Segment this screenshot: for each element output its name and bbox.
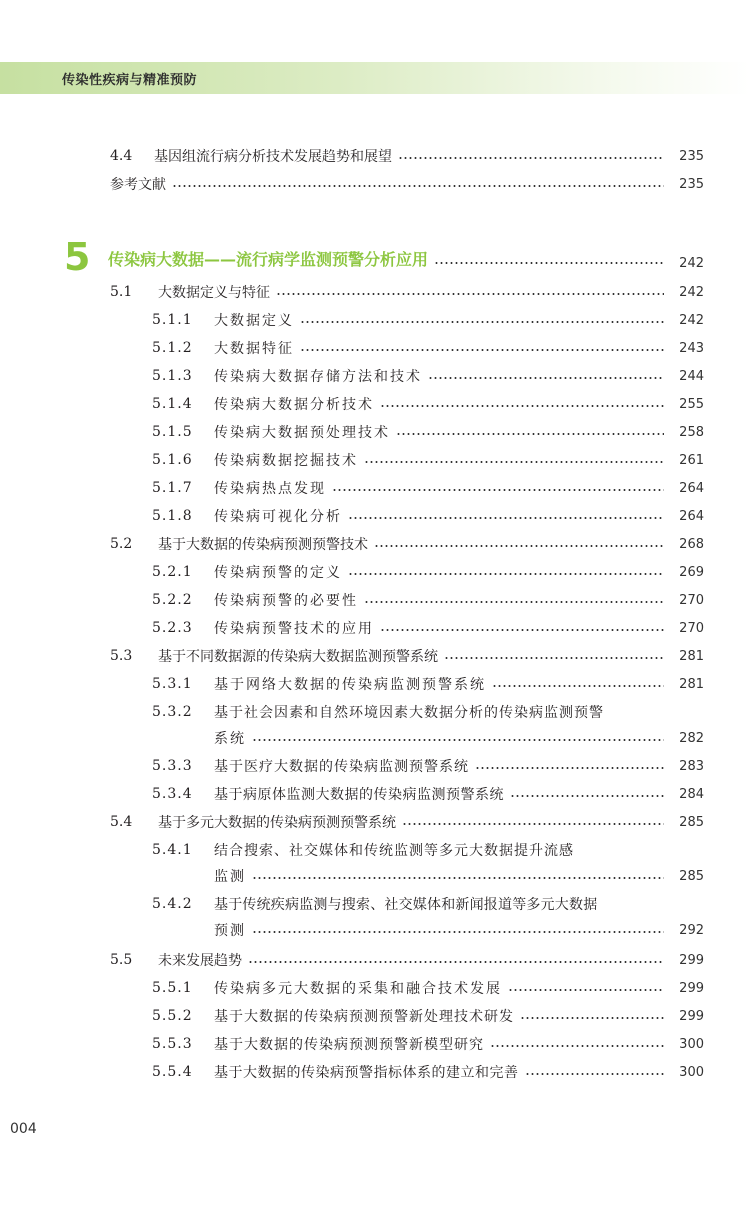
subsection-page: 281: [679, 676, 704, 692]
subsection-title: 传染病大数据预处理技术: [214, 425, 390, 441]
subsection-title: 基于社会因素和自然环境因素大数据分析的传染病监测预警: [214, 705, 604, 721]
toc-subsection[interactable]: [152, 336, 704, 360]
subsection-number: 5.1.6: [152, 452, 193, 468]
toc-section[interactable]: [110, 532, 704, 556]
toc-section[interactable]: [110, 810, 704, 834]
subsection-number: 5.5.3: [152, 1036, 193, 1052]
dot-leader: [428, 377, 664, 379]
toc-subsection[interactable]: [152, 504, 704, 528]
subsection-number: 5.4.1: [152, 842, 193, 858]
dot-leader: [396, 433, 664, 435]
subsection-page: 299: [679, 1008, 704, 1024]
toc-subsection[interactable]: [152, 1004, 704, 1028]
dot-leader: [248, 961, 664, 963]
subsection-page: 282: [679, 730, 704, 746]
section-number: 5.2: [110, 536, 133, 552]
dot-leader: [398, 157, 664, 159]
subsection-title: 传染病预警的必要性: [214, 593, 358, 609]
subsection-title: 大数据特征: [214, 341, 294, 357]
subsection-number: 5.1.7: [152, 480, 193, 496]
dot-leader: [492, 685, 664, 687]
subsection-number: 5.1.3: [152, 368, 193, 384]
subsection-number: 5.5.2: [152, 1008, 193, 1024]
dot-leader: [348, 573, 664, 575]
page-number: 004: [10, 1121, 37, 1137]
toc-entry-title: 基因组流行病分析技术发展趋势和展望: [154, 149, 392, 165]
section-number: 5.5: [110, 952, 133, 968]
subsection-page: 299: [679, 980, 704, 996]
dot-leader: [348, 517, 664, 519]
dot-leader: [444, 657, 664, 659]
subsection-title-continued: 预测: [214, 923, 246, 939]
toc-entry-number: 4.4: [110, 148, 133, 164]
subsection-page: 269: [679, 564, 704, 580]
subsection-title: 传染病数据挖掘技术: [214, 453, 358, 469]
subsection-number: 5.5.4: [152, 1064, 193, 1080]
section-title: 基于不同数据源的传染病大数据监测预警系统: [158, 649, 438, 665]
dot-leader: [520, 1017, 664, 1019]
subsection-title: 传染病预警技术的应用: [214, 621, 374, 637]
toc-entry-page: 235: [679, 148, 704, 164]
dot-leader: [434, 262, 664, 264]
dot-leader: [332, 489, 664, 491]
section-title: 基于多元大数据的传染病预测预警系统: [158, 815, 396, 831]
toc-subsection[interactable]: [152, 476, 704, 500]
subsection-number: 5.3.2: [152, 704, 193, 720]
dot-leader: [252, 877, 664, 879]
subsection-title-continued: 系统: [214, 731, 246, 747]
subsection-number: 5.5.1: [152, 980, 193, 996]
section-number: 5.1: [110, 284, 133, 300]
subsection-title: 结合搜索、社交媒体和传统监测等多元大数据提升流感: [214, 843, 574, 859]
subsection-page: 283: [679, 758, 704, 774]
subsection-page: 284: [679, 786, 704, 802]
toc-subsection-line1[interactable]: [152, 892, 704, 916]
toc-subsection-line2[interactable]: [214, 864, 704, 888]
dot-leader: [172, 185, 664, 187]
section-number: 5.4: [110, 814, 133, 830]
toc-subsection-line1[interactable]: [152, 700, 704, 724]
toc-subsection[interactable]: [152, 364, 704, 388]
toc-entry[interactable]: [110, 144, 704, 168]
toc-subsection[interactable]: [152, 754, 704, 778]
toc-subsection[interactable]: [152, 1060, 704, 1084]
toc-subsection[interactable]: [152, 588, 704, 612]
subsection-number: 5.2.1: [152, 564, 193, 580]
subsection-page: 243: [679, 340, 704, 356]
dot-leader: [300, 349, 664, 351]
dot-leader: [508, 989, 664, 991]
subsection-title: 传染病大数据分析技术: [214, 397, 374, 413]
subsection-page: 261: [679, 452, 704, 468]
subsection-page: 292: [679, 922, 704, 938]
subsection-title: 传染病热点发现: [214, 481, 326, 497]
subsection-page: 255: [679, 396, 704, 412]
dot-leader: [364, 461, 664, 463]
subsection-page: 258: [679, 424, 704, 440]
running-header-title: 传染性疾病与精准预防: [62, 73, 198, 88]
toc-subsection[interactable]: [152, 672, 704, 696]
toc-subsection-line2[interactable]: [214, 726, 704, 750]
section-page: 268: [679, 536, 704, 552]
subsection-title: 基于网络大数据的传染病监测预警系统: [214, 677, 486, 693]
section-page: 285: [679, 814, 704, 830]
toc-subsection[interactable]: [152, 616, 704, 640]
toc-section[interactable]: [110, 948, 704, 972]
section-title: 大数据定义与特征: [158, 285, 270, 301]
subsection-page: 264: [679, 480, 704, 496]
section-number: 5.3: [110, 648, 133, 664]
dot-leader: [252, 931, 664, 933]
subsection-title: 基于大数据的传染病预测预警新处理技术研发: [214, 1009, 514, 1025]
subsection-title: 基于大数据的传染病预测预警新模型研究: [214, 1037, 484, 1053]
toc-subsection[interactable]: [152, 976, 704, 1000]
dot-leader: [525, 1073, 665, 1075]
dot-leader: [402, 823, 664, 825]
subsection-title: 基于大数据的传染病预警指标体系的建立和完善: [214, 1065, 519, 1081]
subsection-page: 285: [679, 868, 704, 884]
subsection-number: 5.3.1: [152, 676, 193, 692]
dot-leader: [380, 405, 664, 407]
toc-subsection[interactable]: [152, 308, 704, 332]
section-title: 未来发展趋势: [158, 953, 242, 969]
toc-subsection-line1[interactable]: [152, 838, 704, 862]
subsection-page: 264: [679, 508, 704, 524]
chapter-page: 242: [679, 256, 704, 271]
toc-subsection[interactable]: [152, 1032, 704, 1056]
subsection-number: 5.2.2: [152, 592, 193, 608]
subsection-number: 5.1.8: [152, 508, 193, 524]
subsection-title: 传染病大数据存储方法和技术: [214, 369, 422, 385]
subsection-title: 基于传统疾病监测与搜索、社交媒体和新闻报道等多元大数据: [214, 897, 598, 913]
subsection-number: 5.3.4: [152, 786, 193, 802]
subsection-number: 5.3.3: [152, 758, 193, 774]
toc-subsection[interactable]: [152, 420, 704, 444]
section-page: 281: [679, 648, 704, 664]
dot-leader: [364, 601, 664, 603]
section-title: 基于大数据的传染病预测预警技术: [158, 537, 368, 553]
subsection-title: 基于病原体监测大数据的传染病监测预警系统: [214, 787, 504, 803]
subsection-number: 5.1.2: [152, 340, 193, 356]
subsection-number: 5.1.1: [152, 312, 193, 328]
subsection-page: 270: [679, 620, 704, 636]
subsection-title: 传染病多元大数据的采集和融合技术发展: [214, 981, 502, 997]
subsection-page: 300: [679, 1036, 704, 1052]
toc-subsection[interactable]: [152, 448, 704, 472]
dot-leader: [490, 1045, 664, 1047]
dot-leader: [380, 629, 664, 631]
dot-leader: [374, 545, 664, 547]
subsection-page: 300: [679, 1064, 704, 1080]
chapter-number: 5: [64, 235, 91, 279]
subsection-page: 244: [679, 368, 704, 384]
toc-subsection[interactable]: [152, 782, 704, 806]
subsection-number: 5.1.4: [152, 396, 193, 412]
subsection-page: 270: [679, 592, 704, 608]
subsection-title-continued: 监测: [214, 869, 246, 885]
toc-section[interactable]: [110, 280, 704, 304]
toc-section[interactable]: [110, 644, 704, 668]
toc-subsection[interactable]: [152, 392, 704, 416]
chapter-title: 传染病大数据——流行病学监测预警分析应用: [108, 250, 429, 269]
dot-leader: [276, 293, 664, 295]
subsection-title: 基于医疗大数据的传染病监测预警系统: [214, 759, 469, 775]
subsection-title: 大数据定义: [214, 313, 294, 329]
dot-leader: [475, 767, 664, 769]
subsection-number: 5.4.2: [152, 896, 193, 912]
section-page: 242: [679, 284, 704, 300]
toc-entry-page: 235: [679, 176, 704, 192]
toc-subsection-line2[interactable]: [214, 918, 704, 942]
subsection-page: 242: [679, 312, 704, 328]
subsection-title: 传染病可视化分析: [214, 509, 342, 525]
section-page: 299: [679, 952, 704, 968]
toc-entry-title: 参考文献: [110, 177, 166, 193]
dot-leader: [252, 739, 664, 741]
subsection-title: 传染病预警的定义: [214, 565, 342, 581]
subsection-number: 5.1.5: [152, 424, 193, 440]
dot-leader: [300, 321, 664, 323]
dot-leader: [510, 795, 664, 797]
toc-entry-references[interactable]: [110, 172, 704, 196]
toc-subsection[interactable]: [152, 560, 704, 584]
chapter-heading[interactable]: [64, 234, 704, 279]
subsection-number: 5.2.3: [152, 620, 193, 636]
